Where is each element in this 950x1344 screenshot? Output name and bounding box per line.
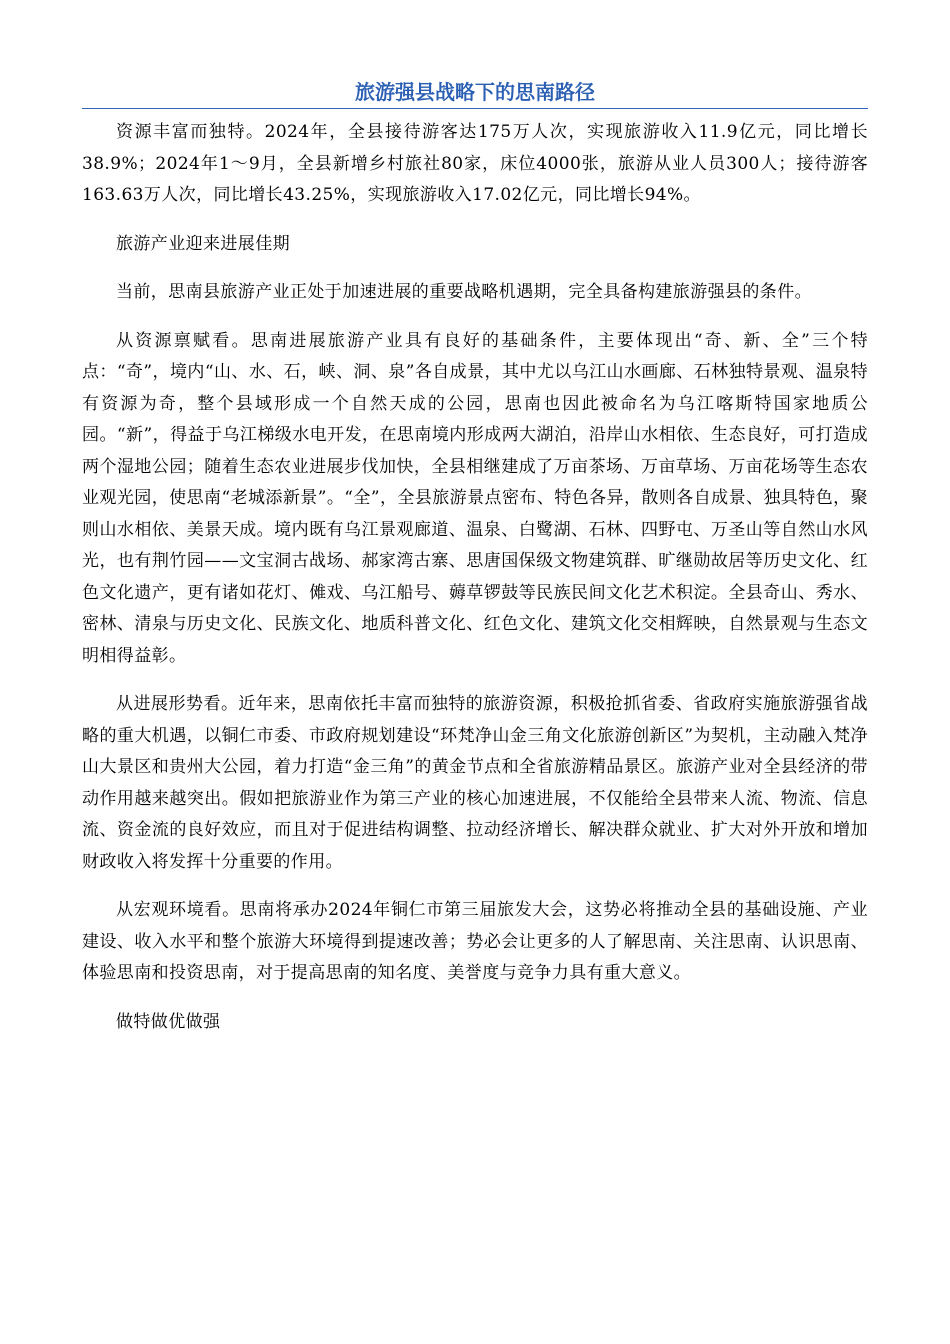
paragraph-development-situation: 从进展形势看。近年来，思南依托丰富而独特的旅游资源，积极抢抓省委、省政府实施旅游强省战略的重大机遇，以铜仁市委、市政府规划建设“环梵净山金三角文化旅游创新区”为契机，主动融入梵净山大景区和贵州大公园，着力打造“金三角”的黄金节点和全省旅游精品景区。旅游产业对全县经济的带动作用越来越突出。假如把旅游业作为第三产业的核心加速进展，不仅能给全县带来人流、物流、信息流、资金流的良好效应，而且对于促进结构调整、拉动经济增长、解决群众就业、扩大对外开放和增加财政收入将发挥十分重要的作用。 [82,694,868,872]
section-heading-strengthen: 做特做优做强 [116,1011,221,1032]
paragraph-resource-endowment: 从资源禀赋看。思南进展旅游产业具有良好的基础条件，主要体现出“奇、新、全”三个特点：“奇”，境内“山、水、石，峡、洞、泉”各自成景，其中尤以乌江山水画廊、石林独特景观、温泉特有资源为奇，整个县域形成一个自然天成的公园，思南也因此被命名为乌江喀斯特国家地质公园。“新”，得益于乌江梯级水电开发，在思南境内形成两大湖泊，沿岸山水相依、生态良好，可打造成两个湿地公园；随着生态农业进展步伐加快，全县相继建成了万亩茶场、万亩草场、万亩花场等生态农业观光园，使思南“老城添新景”。“全”，全县旅游景点密布、特色各异，散则各自成景、独具特色，聚则山水相依、美景天成。境内既有乌江景观廊道、温泉、白鹭湖、石林、四野屯、万圣山等自然山水风光，也有荆竹园——文宝洞古战场、郝家湾古寨、思唐国保级文物建筑群、旷继勋故居等历史文化、红色文化遗产，更有诸如花灯、傩戏、乌江船号、薅草锣鼓等民族民间文化艺术积淀。全县奇山、秀水、密林、清泉与历史文化、民族文化、地质科普文化、红色文化、建筑文化交相辉映，自然景观与生态文明相得益彰。 [82,330,868,666]
document-title: 旅游强县战略下的思南路径 [355,80,595,104]
paragraph-current-situation: 当前，思南县旅游产业正处于加速进展的重要战略机遇期，完全具备构建旅游强县的条件。 [116,282,812,302]
document-page [82,78,868,1055]
section-heading-opportunity: 旅游产业迎来进展佳期 [116,233,290,254]
paragraph-macro-environment: 从宏观环境看。思南将承办2024年铜仁市第三届旅发大会，这势必将推动全县的基础设施、产业建设、收入水平和整个旅游大环境得到提速改善；势必会让更多的人了解思南、关注思南、认识思南、体验思南和投资思南，对于提高思南的知名度、美誉度与竞争力具有重大意义。 [82,900,868,983]
title-underline [82,108,868,109]
paragraph-tourism-statistics: 资源丰富而独特。2024年，全县接待游客达175万人次，实现旅游收入11.9亿元，同比增长38.9%；2024年1～9月，全县新增乡村旅社80家，床位4000张，旅游从业人员300人；接待游客163.63万人次，同比增长43.25%，实现旅游收入17.02亿元，同比增长94%。 [82,122,868,205]
